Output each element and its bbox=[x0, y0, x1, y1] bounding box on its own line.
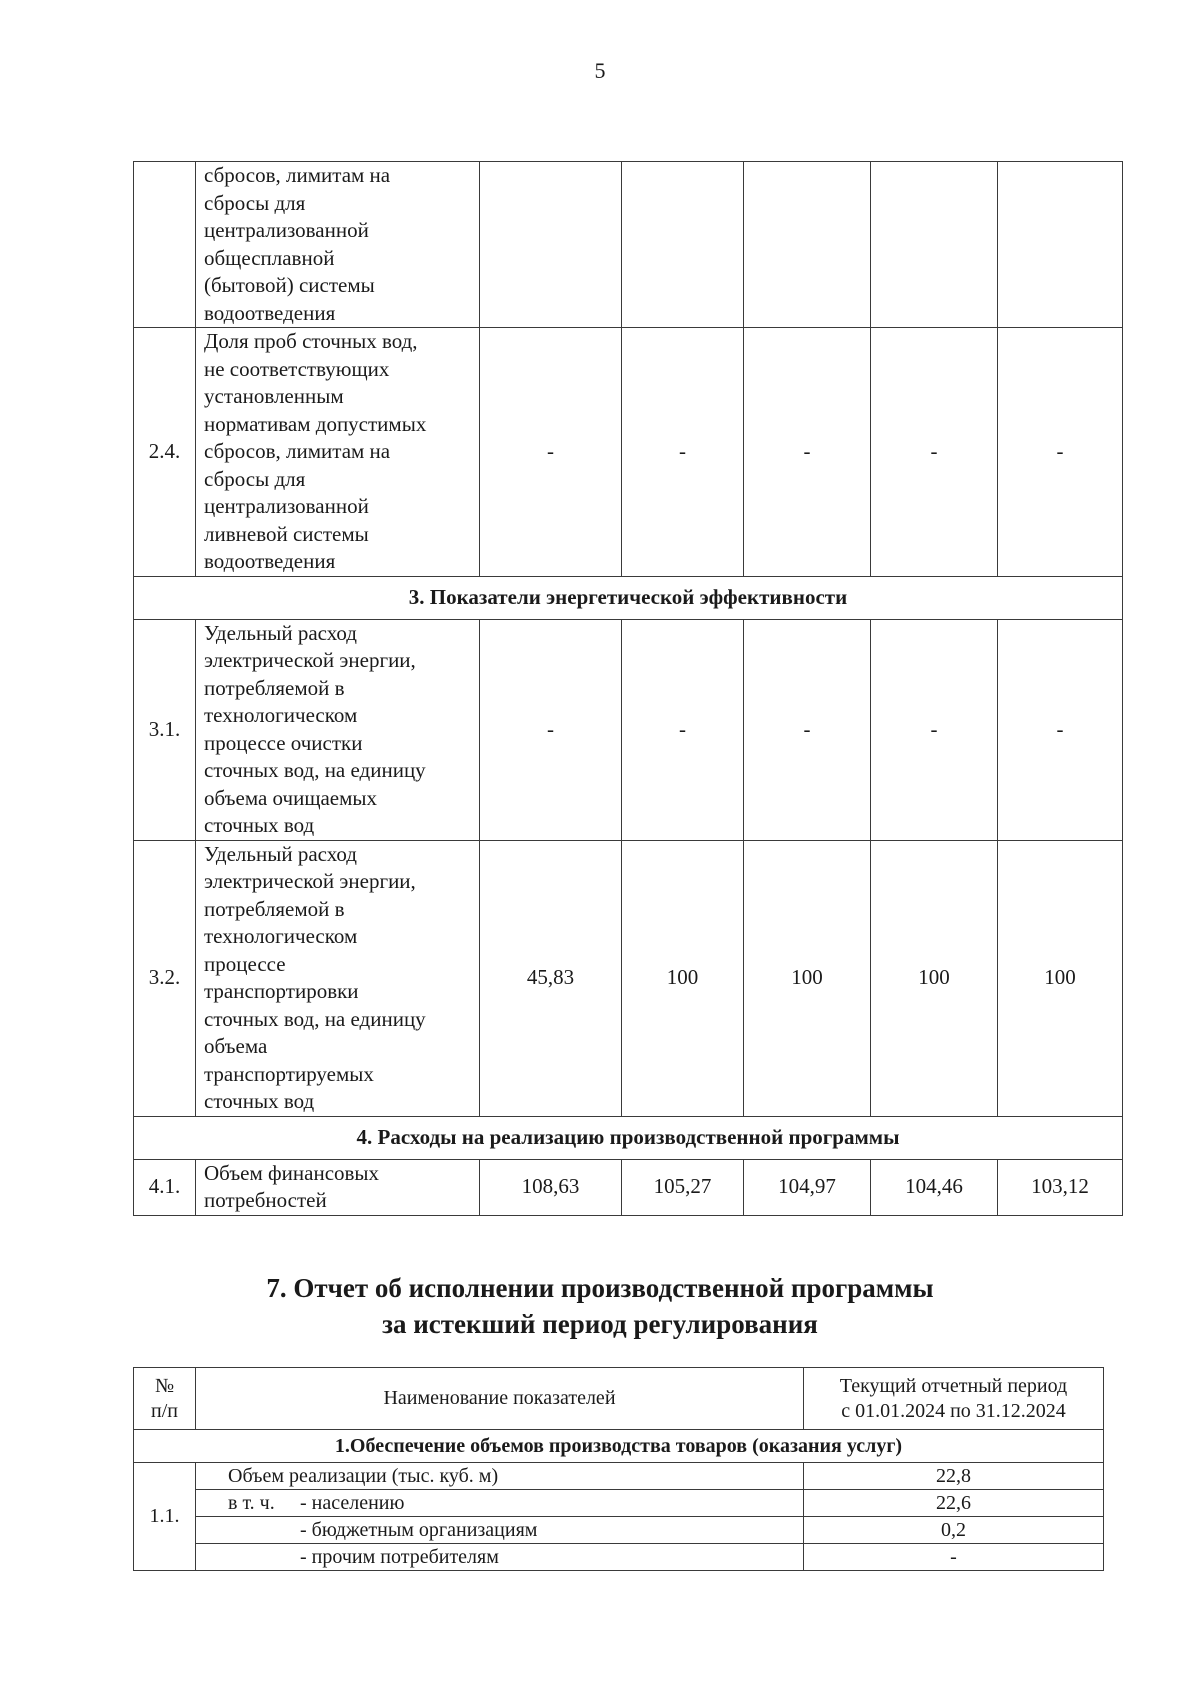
indicator-value bbox=[622, 162, 744, 328]
indicator-value: - bbox=[480, 619, 622, 840]
table-row bbox=[134, 619, 1123, 840]
indicator-name-line: объема очищаемых bbox=[204, 785, 378, 810]
header-num bbox=[134, 1368, 196, 1430]
indicator-name-line: электрической энергии, bbox=[204, 648, 416, 672]
indicator-name-line: сбросы для bbox=[204, 190, 306, 215]
indicator-name-line: Доля проб сточных вод, bbox=[204, 329, 418, 353]
indicator-value bbox=[744, 162, 871, 328]
indicator-name bbox=[196, 162, 480, 328]
report-header-row bbox=[134, 1368, 1104, 1430]
indicator-name-line: объема bbox=[204, 1034, 268, 1058]
indicator-value: 108,63 bbox=[480, 1159, 622, 1215]
indicator-value: 100 bbox=[622, 840, 744, 1116]
indicator-value: 104,46 bbox=[871, 1159, 998, 1215]
report-table bbox=[133, 1367, 1104, 1571]
indicator-name-line: транспортировки bbox=[204, 979, 359, 1003]
indicator-value: 100 bbox=[744, 840, 871, 1116]
report-title-line-1: 7. Отчет об исполнении производственной программы bbox=[266, 1273, 934, 1303]
item-prefix: в т. ч. bbox=[228, 1491, 275, 1514]
indicator-name-line: процессе bbox=[204, 951, 286, 976]
indicator-name-line: сбросы для bbox=[204, 466, 306, 491]
section-row bbox=[134, 576, 1123, 619]
row-number: 1.1. bbox=[134, 1463, 196, 1571]
report-section-title: 1.Обеспечение объемов производства товаров (оказания услуг) bbox=[134, 1430, 1104, 1463]
indicator-value: - bbox=[998, 328, 1123, 577]
indicator-value bbox=[998, 162, 1123, 328]
indicator-value: - bbox=[622, 619, 744, 840]
indicator-value: 104,97 bbox=[744, 1159, 871, 1215]
row-number bbox=[134, 162, 196, 328]
table-row bbox=[134, 328, 1123, 577]
indicator-name-line: сбросов, лимитам на bbox=[204, 163, 391, 187]
item-value: 22,8 bbox=[804, 1463, 1104, 1490]
indicator-name bbox=[196, 840, 480, 1116]
row-number: 2.4. bbox=[134, 328, 196, 577]
row-number: 3.2. bbox=[134, 840, 196, 1116]
table-row bbox=[134, 162, 1123, 328]
indicator-name-line: сточных вод, на единицу bbox=[204, 758, 426, 782]
indicator-name-line: транспортируемых bbox=[204, 1061, 374, 1086]
indicator-value: - bbox=[480, 328, 622, 577]
indicator-value: - bbox=[998, 619, 1123, 840]
section-title: 4. Расходы на реализацию производственной программы bbox=[134, 1116, 1123, 1159]
indicator-name-line: сбросов, лимитам на bbox=[204, 439, 391, 463]
item-value: 0,2 bbox=[804, 1517, 1104, 1544]
indicator-value: 105,27 bbox=[622, 1159, 744, 1215]
table-row bbox=[134, 1544, 1104, 1571]
item-value: 22,6 bbox=[804, 1490, 1104, 1517]
indicator-name-line: Удельный расход bbox=[204, 620, 357, 645]
report-title-line-2: за истекший период регулирования bbox=[382, 1309, 818, 1339]
indicator-value bbox=[480, 162, 622, 328]
indicator-value: - bbox=[871, 328, 998, 577]
indicator-value: - bbox=[744, 328, 871, 577]
indicator-value: - bbox=[622, 328, 744, 577]
indicator-name-line: потребляемой в bbox=[204, 675, 345, 700]
indicator-value: 45,83 bbox=[480, 840, 622, 1116]
indicator-name-line: нормативам допустимых bbox=[204, 411, 427, 436]
header-num-line-1: № bbox=[154, 1374, 175, 1397]
section-title: 3. Показатели энергетической эффективности bbox=[134, 576, 1123, 619]
item-label: - прочим потребителям bbox=[196, 1544, 804, 1571]
indicator-value: - bbox=[744, 619, 871, 840]
indicator-value: 100 bbox=[998, 840, 1123, 1116]
indicator-name bbox=[196, 619, 480, 840]
item-label bbox=[196, 1490, 804, 1517]
indicator-name-line: (бытовой) системы bbox=[204, 273, 375, 297]
indicator-name-line: технологическом bbox=[204, 924, 358, 948]
indicator-value: 100 bbox=[871, 840, 998, 1116]
indicator-name-line: процессе очистки bbox=[204, 730, 363, 755]
indicator-name-line: Удельный расход bbox=[204, 841, 357, 866]
header-period-line-1: Текущий отчетный период bbox=[839, 1374, 1068, 1397]
indicator-name-line: электрической энергии, bbox=[204, 869, 416, 893]
indicator-name-line: централизованной bbox=[204, 218, 369, 242]
indicator-name-line: сточных вод bbox=[204, 1089, 315, 1113]
indicator-name-line: сточных вод, на единицу bbox=[204, 1006, 426, 1031]
indicator-name-line: сточных вод bbox=[204, 813, 315, 837]
item-label: - бюджетным организациям bbox=[196, 1517, 804, 1544]
indicator-value bbox=[871, 162, 998, 328]
indicator-name-line: общесплавной bbox=[204, 245, 335, 270]
indicator-name-line: потребностей bbox=[204, 1188, 327, 1212]
table-row bbox=[134, 1517, 1104, 1544]
indicator-name bbox=[196, 1159, 480, 1215]
table-row bbox=[134, 1463, 1104, 1490]
indicator-name-line: водоотведения bbox=[204, 549, 336, 573]
report-title bbox=[0, 1270, 1200, 1342]
indicator-name-line: водоотведения bbox=[204, 300, 336, 325]
indicator-name bbox=[196, 328, 480, 577]
indicator-name-line: не соответствующих bbox=[204, 356, 390, 381]
header-num-line-2: п/п bbox=[151, 1399, 178, 1422]
header-period-line-2: с 01.01.2024 по 31.12.2024 bbox=[841, 1399, 1066, 1422]
indicator-name-line: ливневой системы bbox=[204, 521, 369, 546]
table-row bbox=[134, 1490, 1104, 1517]
indicators-table bbox=[133, 161, 1123, 1216]
table-row bbox=[134, 1159, 1123, 1215]
item-value: - bbox=[804, 1544, 1104, 1571]
indicator-value: 103,12 bbox=[998, 1159, 1123, 1215]
row-number: 3.1. bbox=[134, 619, 196, 840]
row-number: 4.1. bbox=[134, 1159, 196, 1215]
indicator-name-line: потребляемой в bbox=[204, 896, 345, 921]
item-label-text: - населению bbox=[300, 1491, 405, 1514]
table-row bbox=[134, 840, 1123, 1116]
report-section-row bbox=[134, 1430, 1104, 1463]
indicator-name-line: установленным bbox=[204, 384, 344, 408]
item-label: Объем реализации (тыс. куб. м) bbox=[196, 1463, 804, 1490]
header-period bbox=[804, 1368, 1104, 1430]
section-row bbox=[134, 1116, 1123, 1159]
indicator-name-line: технологическом bbox=[204, 703, 358, 727]
indicator-name-line: Объем финансовых bbox=[204, 1160, 380, 1185]
header-name: Наименование показателей bbox=[196, 1368, 804, 1430]
indicator-value: - bbox=[871, 619, 998, 840]
indicator-name-line: централизованной bbox=[204, 494, 369, 518]
page-number: 5 bbox=[594, 58, 606, 83]
